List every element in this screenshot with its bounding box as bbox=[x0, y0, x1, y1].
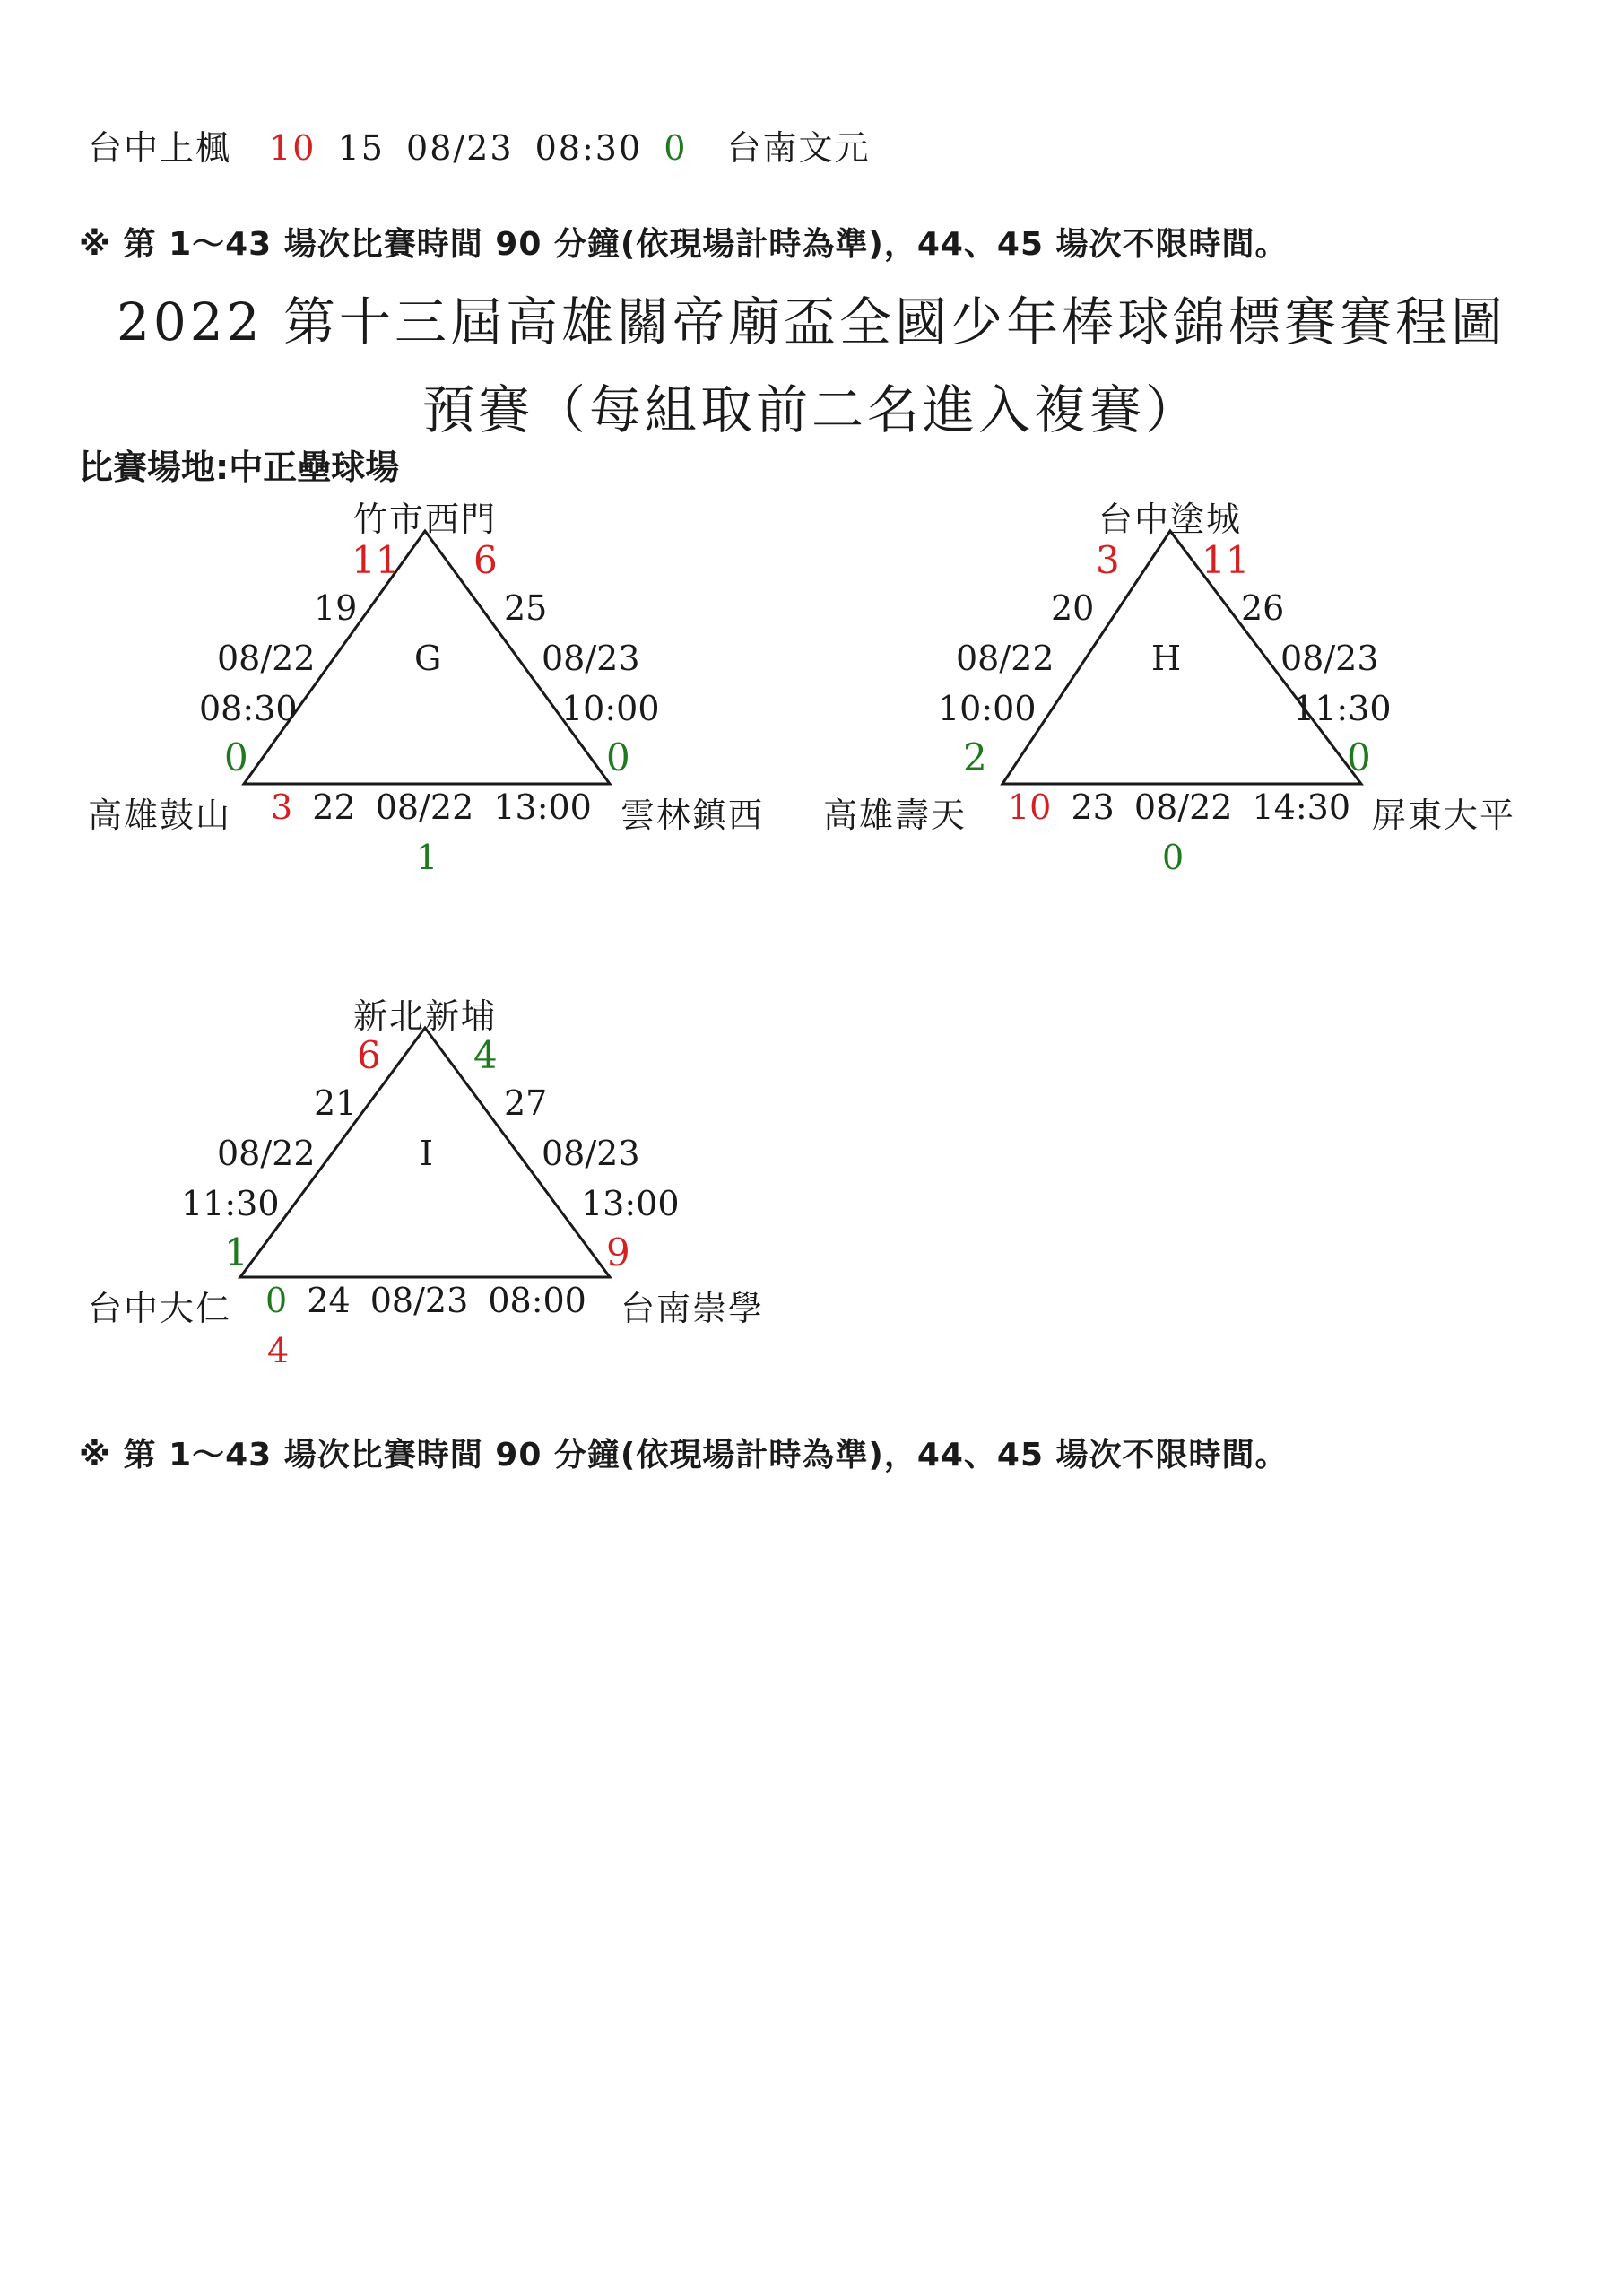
group-i-right-bottom-score: 9 bbox=[606, 1231, 630, 1274]
group-g-right-date: 08/23 bbox=[542, 639, 640, 678]
group-i-left-date: 08/22 bbox=[217, 1134, 316, 1173]
group-h-bottom-left-score: 10 bbox=[1008, 787, 1052, 827]
group-h-top-team: 台中塗城 bbox=[1098, 500, 1243, 539]
group-h-right-team: 屏東大平 bbox=[1372, 796, 1516, 835]
group-g-top-team: 竹市西門 bbox=[352, 500, 498, 539]
venue-label: 比賽場地:中正壘球場 bbox=[79, 448, 400, 487]
page-subtitle: 預賽（每組取前二名進入複賽） bbox=[421, 379, 1201, 440]
group-h-right-bottom-score: 0 bbox=[1347, 735, 1371, 779]
group-i-left-time: 11:30 bbox=[181, 1184, 280, 1223]
group-h-right-date: 08/23 bbox=[1280, 639, 1379, 678]
group-g-right-bottom-score: 0 bbox=[606, 735, 630, 779]
group-h-left-bottom-score: 2 bbox=[963, 735, 987, 779]
group-h-bottom-date: 08/22 bbox=[1133, 787, 1233, 827]
top-game-away: 台南文元 bbox=[726, 128, 871, 168]
group-i-right-date: 08/23 bbox=[542, 1134, 640, 1173]
group-h-right-time: 11:30 bbox=[1293, 689, 1392, 728]
group-g-bottom-right-score: 1 bbox=[416, 838, 438, 877]
group-g-bottom-game: 22 bbox=[312, 787, 356, 827]
group-g-left-bottom-score: 0 bbox=[224, 735, 248, 779]
group-h-left-time: 10:00 bbox=[938, 689, 1037, 728]
group-g-right-time: 10:00 bbox=[561, 689, 660, 728]
group-h-left-date: 08/22 bbox=[956, 639, 1055, 678]
group-g-left-team: 高雄鼓山 bbox=[88, 796, 232, 835]
group-h-label: H bbox=[1151, 639, 1182, 678]
group-i-left-team: 台中大仁 bbox=[88, 1289, 232, 1328]
group-g-label: G bbox=[414, 639, 442, 678]
page-title: 2022 第十三屆高雄關帝廟盃全國少年棒球錦標賽賽程圖 bbox=[116, 291, 1507, 352]
group-i-bottom-left-score: 0 bbox=[265, 1281, 288, 1320]
group-i-left-game: 21 bbox=[314, 1083, 358, 1123]
group-g-right-team: 雲林鎮西 bbox=[621, 796, 765, 835]
group-i-right-top-score: 4 bbox=[473, 1033, 498, 1077]
top-game-away-score: 0 bbox=[664, 128, 688, 168]
group-h-left-game: 20 bbox=[1051, 588, 1095, 628]
group-i-bottom-time: 08:00 bbox=[488, 1281, 586, 1320]
group-i-bottom-date: 08/23 bbox=[369, 1281, 469, 1320]
group-i-top-team: 新北新埔 bbox=[352, 996, 498, 1036]
group-h-right-game: 26 bbox=[1241, 588, 1285, 628]
group-g-left-top-score: 11 bbox=[352, 538, 400, 582]
group-g-left-game: 19 bbox=[314, 588, 358, 628]
rule-note-bottom: ※ 第 1～43 場次比賽時間 90 分鐘(依現場計時為準)，44、45 場次不限時間。 bbox=[79, 1437, 1289, 1474]
group-i-bottom-game: 24 bbox=[307, 1281, 351, 1320]
group-h-bottom-game: 23 bbox=[1071, 787, 1115, 827]
top-game-time: 08:30 bbox=[534, 128, 643, 168]
top-game-home-score: 10 bbox=[269, 128, 317, 168]
group-g-bottom-time: 13:00 bbox=[493, 787, 592, 827]
group-i-label: I bbox=[420, 1134, 434, 1173]
group-g-bottom-date: 08/22 bbox=[375, 787, 474, 827]
group-h-bottom-time: 14:30 bbox=[1252, 787, 1351, 827]
group-h-left-top-score: 3 bbox=[1096, 538, 1120, 582]
group-h-left-team: 高雄壽天 bbox=[823, 796, 968, 835]
group-i-bottom-row bbox=[265, 1281, 586, 1320]
top-game-home: 台中上楓 bbox=[88, 128, 232, 168]
group-i-left-bottom-score: 1 bbox=[224, 1231, 248, 1274]
group-i-left-top-score: 6 bbox=[357, 1033, 381, 1077]
rule-note-top: ※ 第 1～43 場次比賽時間 90 分鐘(依現場計時為準)，44、45 場次不限時間。 bbox=[79, 226, 1289, 263]
top-game-date: 08/23 bbox=[406, 128, 514, 168]
group-i-right-time: 13:00 bbox=[581, 1184, 680, 1223]
group-h-bottom-right-score: 0 bbox=[1162, 838, 1185, 877]
group-h-right-top-score: 11 bbox=[1202, 538, 1250, 582]
group-i-right-game: 27 bbox=[504, 1083, 548, 1123]
group-g-right-top-score: 6 bbox=[473, 538, 498, 582]
group-i-bottom-right-score: 4 bbox=[267, 1331, 290, 1370]
group-g-bottom-left-score: 3 bbox=[271, 787, 293, 827]
group-i-right-team: 台南崇學 bbox=[621, 1289, 765, 1328]
group-g-left-time: 08:30 bbox=[199, 689, 298, 728]
group-g-right-game: 25 bbox=[504, 588, 548, 628]
top-game-number: 15 bbox=[337, 128, 385, 168]
group-g-left-date: 08/22 bbox=[217, 639, 316, 678]
